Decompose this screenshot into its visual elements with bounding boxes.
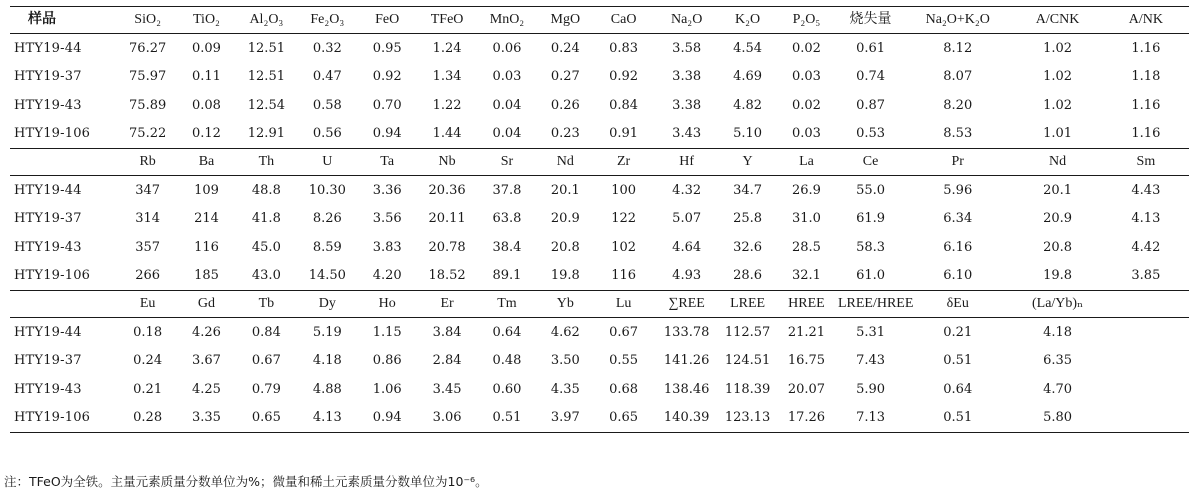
table-row bbox=[10, 318, 1189, 347]
value-cell: 21.21 bbox=[787, 324, 826, 340]
table-row bbox=[10, 347, 1189, 376]
value-cell: 4.25 bbox=[192, 381, 221, 397]
sample-id-cell: HTY19-43 bbox=[14, 381, 82, 397]
value-cell: 3.83 bbox=[372, 239, 402, 255]
column-header: Al₂O₃ bbox=[236, 7, 297, 34]
value-cell: 12.51 bbox=[247, 40, 285, 56]
table-row bbox=[10, 205, 1189, 234]
value-cell: 12.51 bbox=[247, 69, 285, 85]
value-cell: 0.84 bbox=[609, 97, 639, 113]
column-header: Tm bbox=[478, 291, 537, 318]
value-cell: 140.39 bbox=[653, 404, 720, 433]
column-header: Sr bbox=[478, 149, 537, 176]
value-cell: 5.90 bbox=[856, 381, 886, 397]
value-cell: 5.19 bbox=[312, 324, 342, 340]
value-cell: 12.54 bbox=[247, 97, 285, 113]
sample-id-cell: HTY19-44 bbox=[14, 40, 82, 56]
column-header: Nb bbox=[417, 149, 478, 176]
value-cell: 4.54 bbox=[733, 40, 763, 56]
value-cell: 19.8 bbox=[550, 268, 580, 284]
value-cell: 2.84 bbox=[432, 353, 462, 369]
value-cell: 0.64 bbox=[943, 381, 973, 397]
value-cell: 1.34 bbox=[432, 69, 462, 85]
column-header: 烧失量 bbox=[838, 7, 903, 34]
value-cell: 28.6 bbox=[733, 268, 763, 284]
value-cell: 20.07 bbox=[787, 381, 826, 397]
sample-id-cell: HTY19-43 bbox=[14, 97, 82, 113]
value-cell: 12.91 bbox=[247, 126, 285, 142]
value-cell: 17.26 bbox=[775, 404, 838, 433]
column-header: Na₂O+K₂O bbox=[903, 7, 1012, 34]
value-cell: 1.16 bbox=[1131, 40, 1161, 56]
value-cell: 55.0 bbox=[856, 182, 886, 198]
column-header: Y bbox=[720, 149, 775, 176]
value-cell: 116 bbox=[611, 268, 637, 284]
value-cell: 0.47 bbox=[312, 69, 342, 85]
value-cell: 37.8 bbox=[492, 182, 522, 198]
value-cell: 3.35 bbox=[177, 404, 236, 433]
value-cell: 1.01 bbox=[1043, 126, 1073, 142]
value-cell: 0.03 bbox=[791, 69, 821, 85]
value-cell: 31.0 bbox=[791, 211, 821, 227]
value-cell: 123.13 bbox=[720, 404, 775, 433]
value-cell: 3.97 bbox=[536, 404, 594, 433]
value-cell: 1.02 bbox=[1043, 40, 1073, 56]
column-header: Ce bbox=[838, 149, 903, 176]
value-cell: 20.36 bbox=[428, 182, 466, 198]
value-cell: 4.43 bbox=[1131, 182, 1161, 198]
column-header: MgO bbox=[536, 7, 594, 34]
value-cell bbox=[1103, 318, 1189, 347]
value-cell: 0.53 bbox=[856, 126, 886, 142]
column-header: Zr bbox=[594, 149, 653, 176]
value-cell bbox=[1103, 347, 1189, 376]
value-cell: 3.06 bbox=[417, 404, 478, 433]
value-cell: 0.12 bbox=[192, 126, 221, 142]
value-cell: 0.51 bbox=[903, 404, 1012, 433]
value-cell: 0.94 bbox=[358, 404, 417, 433]
value-cell: 8.20 bbox=[943, 97, 973, 113]
value-cell: 1.06 bbox=[372, 381, 402, 397]
value-cell: 20.9 bbox=[550, 211, 580, 227]
value-cell: 89.1 bbox=[492, 268, 522, 284]
header-row bbox=[10, 7, 1189, 34]
value-cell: 20.11 bbox=[428, 211, 466, 227]
value-cell: 100 bbox=[611, 182, 637, 198]
value-cell: 0.51 bbox=[478, 404, 537, 433]
column-header-sample bbox=[10, 149, 118, 176]
value-cell: 0.21 bbox=[943, 324, 973, 340]
value-cell: 4.70 bbox=[1043, 381, 1073, 397]
value-cell: 0.04 bbox=[492, 126, 522, 142]
value-cell: 4.64 bbox=[672, 239, 702, 255]
value-cell: 0.02 bbox=[791, 97, 821, 113]
value-cell: 48.8 bbox=[251, 182, 281, 198]
column-header: Sm bbox=[1103, 149, 1189, 176]
value-cell: 8.53 bbox=[943, 126, 973, 142]
value-cell: 58.3 bbox=[856, 239, 886, 255]
value-cell: 0.58 bbox=[312, 97, 342, 113]
value-cell: 109 bbox=[194, 182, 219, 198]
value-cell: 0.21 bbox=[133, 381, 163, 397]
column-header: La bbox=[775, 149, 838, 176]
value-cell: 20.78 bbox=[428, 239, 466, 255]
value-cell: 3.67 bbox=[192, 353, 221, 369]
column-header: Hf bbox=[653, 149, 720, 176]
sample-id-cell: HTY19-37 bbox=[14, 69, 82, 85]
value-cell: 314 bbox=[135, 211, 161, 227]
value-cell: 3.84 bbox=[432, 324, 462, 340]
value-cell: 45.0 bbox=[251, 239, 281, 255]
value-cell: 32.6 bbox=[733, 239, 763, 255]
value-cell: 0.87 bbox=[856, 97, 886, 113]
value-cell: 185 bbox=[194, 268, 219, 284]
column-header: δEu bbox=[903, 291, 1012, 318]
value-cell: 14.50 bbox=[308, 268, 346, 284]
value-cell: 19.8 bbox=[1043, 268, 1073, 284]
column-header: Th bbox=[236, 149, 297, 176]
column-header: U bbox=[297, 149, 358, 176]
column-header: Ba bbox=[177, 149, 236, 176]
value-cell: 8.26 bbox=[312, 211, 342, 227]
value-cell: 7.43 bbox=[856, 353, 886, 369]
value-cell: 347 bbox=[135, 182, 161, 198]
value-cell: 3.36 bbox=[372, 182, 402, 198]
value-cell: 0.65 bbox=[236, 404, 297, 433]
column-header: Tb bbox=[236, 291, 297, 318]
value-cell: 124.51 bbox=[724, 353, 771, 369]
column-header: LREE bbox=[720, 291, 775, 318]
table-row bbox=[10, 176, 1189, 205]
value-cell: 0.91 bbox=[609, 126, 639, 142]
column-header: TiO₂ bbox=[177, 7, 236, 34]
column-header: CaO bbox=[594, 7, 653, 34]
value-cell: 20.1 bbox=[550, 182, 580, 198]
value-cell: 0.92 bbox=[609, 69, 639, 85]
value-cell: 76.27 bbox=[129, 40, 167, 56]
sample-id-cell: HTY19-43 bbox=[14, 239, 82, 255]
table-note: 注：TFeO为全铁。主量元素质量分数单位为%；微量和稀土元素质量分数单位为10⁻⁶。 bbox=[4, 474, 488, 489]
table-row bbox=[10, 120, 1189, 149]
value-cell: 0.24 bbox=[550, 40, 580, 56]
column-header: Nd bbox=[1012, 149, 1102, 176]
value-cell: 1.16 bbox=[1131, 97, 1161, 113]
value-cell: 61.0 bbox=[856, 268, 886, 284]
value-cell: 141.26 bbox=[663, 353, 710, 369]
table-row bbox=[10, 404, 1189, 433]
sample-id-cell: HTY19-44 bbox=[14, 324, 82, 340]
value-cell: 0.02 bbox=[791, 40, 821, 56]
value-cell: 0.03 bbox=[492, 69, 522, 85]
value-cell: 0.28 bbox=[118, 404, 177, 433]
value-cell: 133.78 bbox=[663, 324, 710, 340]
table-row bbox=[10, 375, 1189, 404]
table-body bbox=[10, 7, 1189, 433]
value-cell: 0.23 bbox=[550, 126, 580, 142]
value-cell: 0.95 bbox=[372, 40, 402, 56]
value-cell: 0.70 bbox=[372, 97, 402, 113]
value-cell: 138.46 bbox=[663, 381, 710, 397]
value-cell: 75.89 bbox=[129, 97, 167, 113]
value-cell: 0.86 bbox=[372, 353, 402, 369]
column-header: Lu bbox=[594, 291, 653, 318]
column-header: ∑REE bbox=[653, 291, 720, 318]
value-cell: 4.42 bbox=[1131, 239, 1161, 255]
value-cell: 357 bbox=[135, 239, 161, 255]
value-cell: 0.74 bbox=[856, 69, 886, 85]
value-cell: 3.45 bbox=[432, 381, 462, 397]
sample-id-cell: HTY19-44 bbox=[14, 182, 82, 198]
sample-id-cell: HTY19-106 bbox=[10, 404, 118, 433]
table-row bbox=[10, 262, 1189, 291]
column-header: Ta bbox=[358, 149, 417, 176]
value-cell: 3.58 bbox=[672, 40, 702, 56]
value-cell: 0.03 bbox=[791, 126, 821, 142]
value-cell: 0.65 bbox=[594, 404, 653, 433]
value-cell: 26.9 bbox=[791, 182, 821, 198]
column-header: A/NK bbox=[1103, 7, 1189, 34]
value-cell: 4.13 bbox=[297, 404, 358, 433]
header-row bbox=[10, 291, 1189, 318]
column-header: HREE bbox=[775, 291, 838, 318]
value-cell: 3.50 bbox=[550, 353, 580, 369]
value-cell: 3.85 bbox=[1131, 268, 1161, 284]
column-header: SiO₂ bbox=[118, 7, 177, 34]
value-cell: 75.22 bbox=[129, 126, 167, 142]
value-cell: 5.07 bbox=[672, 211, 702, 227]
value-cell: 7.13 bbox=[838, 404, 903, 433]
value-cell: 214 bbox=[194, 211, 219, 227]
column-header: TFeO bbox=[417, 7, 478, 34]
column-header: Eu bbox=[118, 291, 177, 318]
value-cell: 0.79 bbox=[251, 381, 281, 397]
value-cell: 0.60 bbox=[492, 381, 522, 397]
value-cell: 1.15 bbox=[372, 324, 402, 340]
value-cell: 0.24 bbox=[133, 353, 163, 369]
table-row bbox=[10, 63, 1189, 92]
column-header: Nd bbox=[536, 149, 594, 176]
column-header: A/CNK bbox=[1012, 7, 1102, 34]
value-cell: 116 bbox=[194, 239, 219, 255]
value-cell: 1.02 bbox=[1043, 97, 1073, 113]
value-cell: 6.16 bbox=[943, 239, 973, 255]
value-cell: 266 bbox=[135, 268, 161, 284]
value-cell: 4.18 bbox=[312, 353, 342, 369]
value-cell: 0.32 bbox=[312, 40, 342, 56]
value-cell: 0.09 bbox=[192, 40, 221, 56]
column-header: LREE/HREE bbox=[838, 291, 903, 318]
value-cell: 0.48 bbox=[492, 353, 522, 369]
value-cell: 18.52 bbox=[428, 268, 466, 284]
column-header-sample bbox=[10, 291, 118, 318]
value-cell: 4.13 bbox=[1131, 211, 1161, 227]
column-header: MnO₂ bbox=[478, 7, 537, 34]
value-cell: 3.43 bbox=[672, 126, 702, 142]
value-cell: 0.04 bbox=[492, 97, 522, 113]
value-cell: 0.08 bbox=[192, 97, 221, 113]
value-cell: 32.1 bbox=[791, 268, 821, 284]
value-cell: 118.39 bbox=[724, 381, 771, 397]
column-header: FeO bbox=[358, 7, 417, 34]
column-header bbox=[1103, 291, 1189, 318]
value-cell: 1.16 bbox=[1131, 126, 1161, 142]
sample-id-cell: HTY19-106 bbox=[14, 268, 91, 284]
geochemistry-table bbox=[10, 6, 1189, 433]
sample-id-cell: HTY19-37 bbox=[14, 211, 82, 227]
header-row bbox=[10, 149, 1189, 176]
value-cell: 0.51 bbox=[943, 353, 973, 369]
table-row bbox=[10, 34, 1189, 63]
value-cell: 0.18 bbox=[133, 324, 163, 340]
value-cell: 0.06 bbox=[492, 40, 522, 56]
value-cell: 8.07 bbox=[943, 69, 973, 85]
table-row bbox=[10, 233, 1189, 262]
value-cell: 1.02 bbox=[1043, 69, 1073, 85]
value-cell bbox=[1103, 404, 1189, 433]
value-cell: 1.18 bbox=[1131, 69, 1161, 85]
value-cell: 4.88 bbox=[312, 381, 342, 397]
value-cell: 34.7 bbox=[733, 182, 763, 198]
column-header: Rb bbox=[118, 149, 177, 176]
column-header-sample: 样品 bbox=[10, 7, 118, 34]
column-header: Yb bbox=[536, 291, 594, 318]
column-header: P₂O₅ bbox=[775, 7, 838, 34]
value-cell: 8.12 bbox=[943, 40, 973, 56]
value-cell: 28.5 bbox=[791, 239, 821, 255]
value-cell: 0.94 bbox=[372, 126, 402, 142]
value-cell: 5.31 bbox=[856, 324, 886, 340]
value-cell: 0.83 bbox=[609, 40, 639, 56]
value-cell: 4.69 bbox=[733, 69, 763, 85]
value-cell: 8.59 bbox=[312, 239, 342, 255]
value-cell: 4.35 bbox=[550, 381, 580, 397]
value-cell: 0.27 bbox=[550, 69, 580, 85]
value-cell: 102 bbox=[611, 239, 637, 255]
value-cell: 0.84 bbox=[251, 324, 281, 340]
value-cell: 20.8 bbox=[550, 239, 580, 255]
value-cell: 0.55 bbox=[609, 353, 639, 369]
value-cell: 4.20 bbox=[372, 268, 402, 284]
value-cell: 5.80 bbox=[1012, 404, 1102, 433]
value-cell: 112.57 bbox=[724, 324, 771, 340]
value-cell: 4.32 bbox=[672, 182, 702, 198]
column-header: Ho bbox=[358, 291, 417, 318]
value-cell: 3.38 bbox=[672, 69, 702, 85]
column-header: Er bbox=[417, 291, 478, 318]
value-cell: 0.68 bbox=[609, 381, 639, 397]
column-header: Na₂O bbox=[653, 7, 720, 34]
value-cell: 20.1 bbox=[1043, 182, 1073, 198]
value-cell: 20.8 bbox=[1043, 239, 1073, 255]
value-cell: 0.61 bbox=[856, 40, 886, 56]
value-cell: 0.64 bbox=[492, 324, 522, 340]
value-cell: 5.10 bbox=[733, 126, 763, 142]
value-cell: 4.18 bbox=[1043, 324, 1073, 340]
column-header: Dy bbox=[297, 291, 358, 318]
value-cell: 3.38 bbox=[672, 97, 702, 113]
value-cell: 0.67 bbox=[251, 353, 281, 369]
value-cell: 0.67 bbox=[609, 324, 639, 340]
column-header: (La/Yb)ₙ bbox=[1012, 291, 1102, 318]
value-cell: 4.62 bbox=[550, 324, 580, 340]
value-cell: 6.10 bbox=[943, 268, 973, 284]
value-cell: 10.30 bbox=[308, 182, 346, 198]
table-row bbox=[10, 91, 1189, 120]
column-header: Gd bbox=[177, 291, 236, 318]
value-cell: 5.96 bbox=[943, 182, 973, 198]
value-cell bbox=[1103, 375, 1189, 404]
sample-id-cell: HTY19-37 bbox=[14, 353, 82, 369]
value-cell: 0.26 bbox=[550, 97, 580, 113]
value-cell: 0.11 bbox=[192, 69, 221, 85]
value-cell: 41.8 bbox=[251, 211, 281, 227]
value-cell: 122 bbox=[611, 211, 637, 227]
value-cell: 4.82 bbox=[733, 97, 763, 113]
sample-id-cell: HTY19-106 bbox=[14, 126, 91, 142]
value-cell: 1.44 bbox=[432, 126, 462, 142]
value-cell: 6.35 bbox=[1043, 353, 1073, 369]
value-cell: 63.8 bbox=[492, 211, 522, 227]
value-cell: 0.56 bbox=[312, 126, 342, 142]
value-cell: 4.26 bbox=[192, 324, 221, 340]
value-cell: 16.75 bbox=[787, 353, 826, 369]
value-cell: 4.93 bbox=[672, 268, 702, 284]
value-cell: 61.9 bbox=[856, 211, 886, 227]
value-cell: 0.92 bbox=[372, 69, 402, 85]
value-cell: 75.97 bbox=[129, 69, 167, 85]
value-cell: 6.34 bbox=[943, 211, 973, 227]
value-cell: 3.56 bbox=[372, 211, 402, 227]
column-header: Pr bbox=[903, 149, 1012, 176]
column-header: Fe₂O₃ bbox=[297, 7, 358, 34]
value-cell: 43.0 bbox=[251, 268, 281, 284]
value-cell: 20.9 bbox=[1043, 211, 1073, 227]
value-cell: 25.8 bbox=[733, 211, 763, 227]
value-cell: 1.24 bbox=[432, 40, 462, 56]
value-cell: 1.22 bbox=[432, 97, 462, 113]
column-header: K₂O bbox=[720, 7, 775, 34]
value-cell: 38.4 bbox=[492, 239, 522, 255]
